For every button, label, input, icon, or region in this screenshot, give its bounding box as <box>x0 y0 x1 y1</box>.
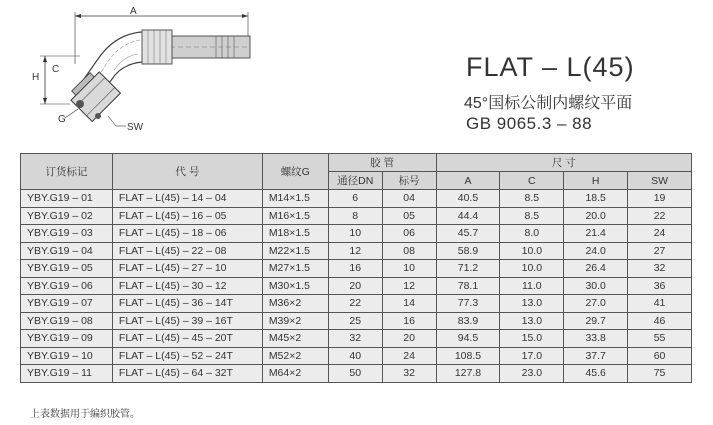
order-code-cell: YBY.G19 – 10 <box>21 347 113 365</box>
h-cell: 26.4 <box>564 260 628 278</box>
dn-cell: 22 <box>328 295 382 313</box>
a-cell: 94.5 <box>436 330 500 348</box>
order-code-cell: YBY.G19 – 03 <box>21 225 113 243</box>
header-hose: 胶 管 <box>328 154 436 172</box>
dn-cell: 20 <box>328 277 382 295</box>
h-cell: 30.0 <box>564 277 628 295</box>
mark-cell: 04 <box>382 190 436 208</box>
a-cell: 40.5 <box>436 190 500 208</box>
sw-cell: 27 <box>628 242 692 260</box>
c-cell: 10.0 <box>500 260 564 278</box>
header-a: A <box>436 172 500 190</box>
a-cell: 83.9 <box>436 312 500 330</box>
code-cell: FLAT – L(45) – 27 – 10 <box>112 260 262 278</box>
a-cell: 44.4 <box>436 207 500 225</box>
thread-cell: M27×1.5 <box>262 260 328 278</box>
product-title: FLAT – L(45) <box>466 52 635 82</box>
code-cell: FLAT – L(45) – 14 – 04 <box>112 190 262 208</box>
code-cell: FLAT – L(45) – 64 – 32T <box>112 365 262 383</box>
header-size: 尺 寸 <box>436 154 691 172</box>
h-cell: 21.4 <box>564 225 628 243</box>
h-cell: 45.6 <box>564 365 628 383</box>
dim-sw-label: SW <box>127 122 144 133</box>
thread-cell: M30×1.5 <box>262 277 328 295</box>
a-cell: 45.7 <box>436 225 500 243</box>
table-row <box>21 225 692 243</box>
code-cell: FLAT – L(45) – 36 – 14T <box>112 295 262 313</box>
a-cell: 58.9 <box>436 242 500 260</box>
dim-a-label: A <box>130 6 137 17</box>
sw-cell: 75 <box>628 365 692 383</box>
order-code-cell: YBY.G19 – 06 <box>21 277 113 295</box>
h-cell: 20.0 <box>564 207 628 225</box>
mark-cell: 24 <box>382 347 436 365</box>
h-cell: 29.7 <box>564 312 628 330</box>
h-cell: 24.0 <box>564 242 628 260</box>
thread-cell: M39×2 <box>262 312 328 330</box>
mark-cell: 16 <box>382 312 436 330</box>
sw-cell: 60 <box>628 347 692 365</box>
code-cell: FLAT – L(45) – 52 – 24T <box>112 347 262 365</box>
sw-cell: 32 <box>628 260 692 278</box>
dim-h-label: H <box>32 72 40 83</box>
h-cell: 27.0 <box>564 295 628 313</box>
a-cell: 127.8 <box>436 365 500 383</box>
code-cell: FLAT – L(45) – 18 – 06 <box>112 225 262 243</box>
fitting-diagram <box>20 4 290 142</box>
dn-cell: 16 <box>328 260 382 278</box>
header-row-top <box>21 154 692 172</box>
sw-cell: 19 <box>628 190 692 208</box>
table-row <box>21 242 692 260</box>
header-sw: SW <box>628 172 692 190</box>
c-cell: 8.0 <box>500 225 564 243</box>
table-row <box>21 277 692 295</box>
sw-cell: 24 <box>628 225 692 243</box>
c-cell: 8.5 <box>500 190 564 208</box>
c-cell: 11.0 <box>500 277 564 295</box>
c-cell: 23.0 <box>500 365 564 383</box>
order-code-cell: YBY.G19 – 05 <box>21 260 113 278</box>
a-cell: 108.5 <box>436 347 500 365</box>
c-cell: 8.5 <box>500 207 564 225</box>
mark-cell: 05 <box>382 207 436 225</box>
order-code-cell: YBY.G19 – 01 <box>21 190 113 208</box>
thread-cell: M52×2 <box>262 347 328 365</box>
dn-cell: 40 <box>328 347 382 365</box>
code-cell: FLAT – L(45) – 22 – 08 <box>112 242 262 260</box>
header-dn: 通径DN <box>328 172 382 190</box>
dn-cell: 6 <box>328 190 382 208</box>
mark-cell: 20 <box>382 330 436 348</box>
a-cell: 77.3 <box>436 295 500 313</box>
header-mark: 标号 <box>382 172 436 190</box>
code-cell: FLAT – L(45) – 39 – 16T <box>112 312 262 330</box>
table-row <box>21 190 692 208</box>
product-standard: GB 9065.3 – 88 <box>466 114 593 133</box>
code-cell: FLAT – L(45) – 45 – 20T <box>112 330 262 348</box>
table-row <box>21 207 692 225</box>
thread-cell: M22×1.5 <box>262 242 328 260</box>
dn-cell: 32 <box>328 330 382 348</box>
spec-table-body <box>21 190 692 383</box>
dn-cell: 10 <box>328 225 382 243</box>
header-c: C <box>500 172 564 190</box>
code-cell: FLAT – L(45) – 30 – 12 <box>112 277 262 295</box>
thread-cell: M64×2 <box>262 365 328 383</box>
dn-cell: 8 <box>328 207 382 225</box>
sw-cell: 22 <box>628 207 692 225</box>
footnote: 上表数据用于编织胶管。 <box>30 409 140 420</box>
table-row <box>21 347 692 365</box>
table-row <box>21 295 692 313</box>
h-cell: 33.8 <box>564 330 628 348</box>
h-cell: 18.5 <box>564 190 628 208</box>
order-code-cell: YBY.G19 – 09 <box>21 330 113 348</box>
dim-c-label: C <box>52 64 60 75</box>
c-cell: 13.0 <box>500 295 564 313</box>
c-cell: 17.0 <box>500 347 564 365</box>
a-cell: 78.1 <box>436 277 500 295</box>
thread-cell: M36×2 <box>262 295 328 313</box>
mark-cell: 12 <box>382 277 436 295</box>
dim-g-label: G <box>58 114 66 125</box>
dn-cell: 50 <box>328 365 382 383</box>
thread-cell: M16×1.5 <box>262 207 328 225</box>
sw-cell: 55 <box>628 330 692 348</box>
table-row <box>21 260 692 278</box>
thread-cell: M45×2 <box>262 330 328 348</box>
order-code-cell: YBY.G19 – 11 <box>21 365 113 383</box>
sw-cell: 41 <box>628 295 692 313</box>
table-row <box>21 330 692 348</box>
dn-cell: 25 <box>328 312 382 330</box>
header-h: H <box>564 172 628 190</box>
table-row <box>21 312 692 330</box>
header-thread: 螺纹G <box>262 154 328 190</box>
h-cell: 37.7 <box>564 347 628 365</box>
c-cell: 10.0 <box>500 242 564 260</box>
order-code-cell: YBY.G19 – 08 <box>21 312 113 330</box>
mark-cell: 08 <box>382 242 436 260</box>
header-code: 代 号 <box>112 154 262 190</box>
thread-cell: M18×1.5 <box>262 225 328 243</box>
a-cell: 71.2 <box>436 260 500 278</box>
mark-cell: 14 <box>382 295 436 313</box>
thread-cell: M14×1.5 <box>262 190 328 208</box>
order-code-cell: YBY.G19 – 02 <box>21 207 113 225</box>
header-order-code: 订货标记 <box>21 154 113 190</box>
mark-cell: 32 <box>382 365 436 383</box>
sw-cell: 46 <box>628 312 692 330</box>
order-code-cell: YBY.G19 – 04 <box>21 242 113 260</box>
sw-cell: 36 <box>628 277 692 295</box>
c-cell: 13.0 <box>500 312 564 330</box>
product-subtitle: 45°国标公制内螺纹平面 <box>464 95 633 112</box>
order-code-cell: YBY.G19 – 07 <box>21 295 113 313</box>
c-cell: 15.0 <box>500 330 564 348</box>
mark-cell: 06 <box>382 225 436 243</box>
dn-cell: 12 <box>328 242 382 260</box>
code-cell: FLAT – L(45) – 16 – 05 <box>112 207 262 225</box>
spec-table <box>20 153 692 383</box>
mark-cell: 10 <box>382 260 436 278</box>
table-row <box>21 365 692 383</box>
